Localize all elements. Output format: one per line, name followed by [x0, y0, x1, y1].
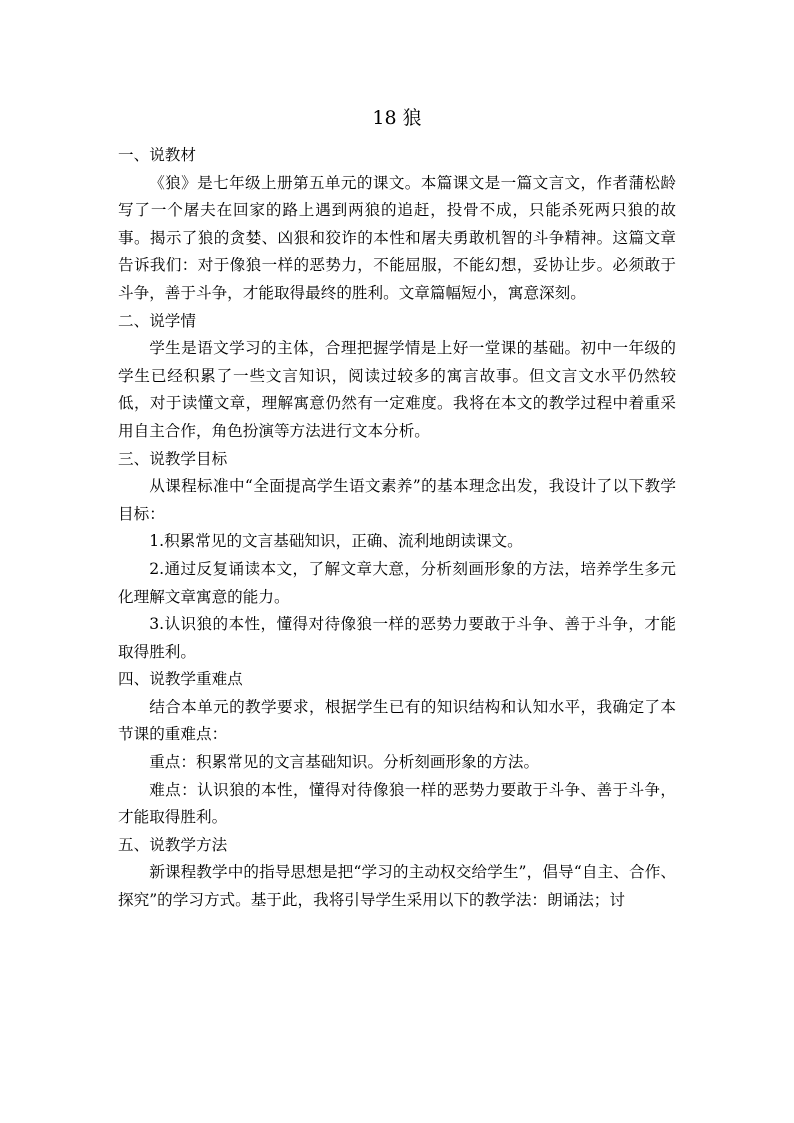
section-heading: 四、说教学重难点	[118, 670, 243, 689]
key-point: 重点：积累常见的文言基础知识。分析刻画形象的方法。	[149, 753, 540, 772]
paragraph: 从课程标准中“全面提高学生语文素养”的基本理念出发，我设计了以下教学目标：	[118, 477, 676, 523]
section-heading: 一、说教材	[118, 146, 196, 164]
section-teaching-objectives	[118, 446, 676, 667]
section-student-situation	[118, 308, 676, 446]
paragraph: 结合本单元的教学要求，根据学生已有的知识结构和认知水平，我确定了本节课的重难点：	[118, 697, 676, 744]
paragraph: 学生是语文学习的主体，合理把握学情是上好一堂课的基础。初中一年级的学生已经积累了一些文言知识，阅读过较多的寓言故事。但文言文水平仍然较低，对于读懂文章，理解寓意仍然有一定难度。我将在本文的教学过程中着重采用自主合作，角色扮演等方法进行文本分析。	[118, 339, 676, 440]
document-body	[118, 142, 676, 915]
objective-item: 3.认识狼的本性，懂得对待像狼一样的恶势力要敢于斗争、善于斗争，才能取得胜利。	[118, 615, 676, 661]
section-heading: 三、说教学目标	[118, 449, 228, 468]
section-teaching-material	[118, 142, 676, 308]
difficult-point: 难点：认识狼的本性，懂得对待像狼一样的恶势力要敢于斗争、善于斗争，才能取得胜利。	[118, 780, 676, 827]
section-heading: 五、说教学方法	[118, 835, 228, 854]
objective-item: 1.积累常见的文言基础知识，正确、流利地朗读课文。	[149, 532, 523, 551]
section-heading: 二、说学情	[118, 311, 196, 330]
paragraph: 《狼》是七年级上册第五单元的课文。本篇课文是一篇文言文，作者蒲松龄写了一个屠夫在回家的路上遇到两狼的追赶，投骨不成，只能杀死两只狼的故事。揭示了狼的贪婪、凶狠和狡诈的本性和屠夫勇敢机智的斗争精神。这篇文章告诉我们：对于像狼一样的恶势力，不能屈服，不能幻想，妥协让步。必须敢于斗争，善于斗争，才能取得最终的胜利。文章篇幅短小，寓意深刻。	[118, 173, 676, 302]
objective-item: 2.通过反复诵读本文，了解文章大意，分析刻画形象的方法，培养学生多元化理解文章寓意的能力。	[118, 559, 676, 606]
section-teaching-methods	[118, 832, 676, 915]
document-title: 18 狼	[372, 107, 422, 129]
section-key-difficult-points	[118, 666, 676, 832]
paragraph: 新课程教学中的指导思想是把“学习的主动权交给学生”，倡导“自主、合作、探究”的学习方式。基于此，我将引导学生采用以下的教学法：朗诵法；讨	[118, 863, 676, 910]
